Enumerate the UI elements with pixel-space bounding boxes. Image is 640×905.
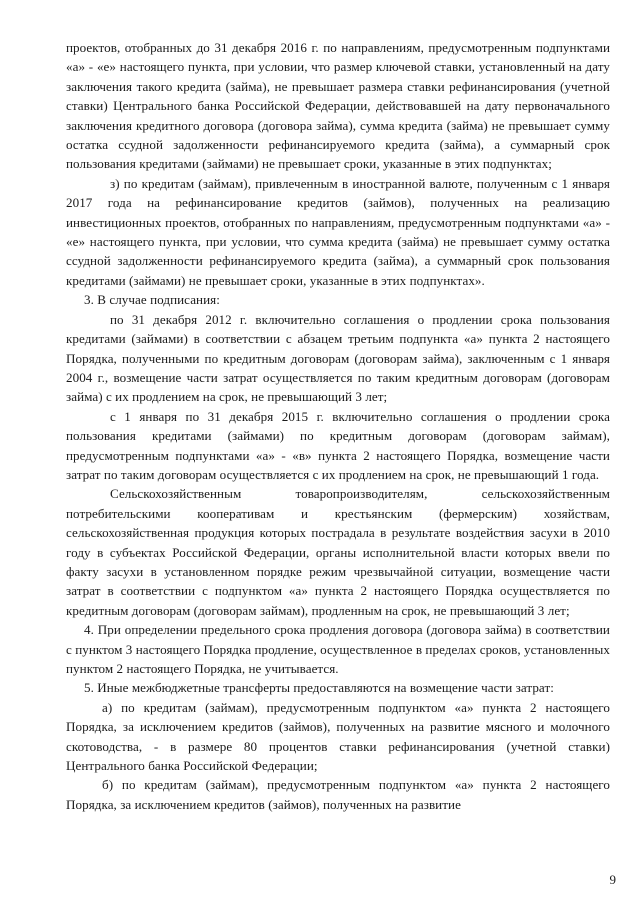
paragraph-subitem-b: б) по кредитам (займам), предусмотренным подпунктом «а» пункта 2 настоящего Порядка, за исключением кредитов (займов), полученных на развитие bbox=[66, 777, 610, 812]
paragraph-2015: с 1 января по 31 декабря 2015 г. включительно соглашения о продлении срока пользования кредитами (займами) по кредитным договорам (договорам займам), предусмотренным подпунктами «а» - «в» пункта 2 настоящего Порядка, возмещение части затрат по таким договорам осуществляется с их продлением на срок, не превышающий 1 года. bbox=[66, 408, 610, 482]
paragraph-section-4: 4. При определении предельного срока продления договора (договора займа) в соответствии с пунктом 3 настоящего Порядка продление, осуществленное в пределах сроков, установленных пунктом 2 настоящего Порядка, не учитывается. bbox=[66, 622, 610, 676]
paragraph-section-5: 5. Иные межбюджетные трансферты предоставляются на возмещение части затрат: bbox=[84, 680, 554, 696]
paragraph-until-2012: по 31 декабря 2012 г. включительно соглашения о продлении срока пользования кредитами (займами) в соответствии с абзацем третьим подпункта «а» пункта 2 настоящего Порядка, полученными по кредитным договорам (договорам займа), заключенным с 1 января 2004 г., возмещение части затрат осуществляется по таким кредитным договорам (договорам займа) с их продлением на срок, не превышающий 3 лет; bbox=[66, 311, 610, 405]
paragraph-drought-2010: Сельскохозяйственным товаропроизводителям, сельскохозяйственным потребительскими кооперативам и крестьянским (фермерским) хозяйствам, сельскохозяйственная продукция которых пострадала в результате воздействия засухи в 2010 году в субъектах Российской Федерации, органы исполнительной власти которых ввели по факту засухи в установленном порядке режим чрезвычайной ситуации, возмещение части затрат в соответствии с подпунктом «а» пункта 2 настоящего Порядка осуществляется по кредитным договорам (договорам займам), продленным на срок, не превышающий 3 лет; bbox=[66, 486, 610, 618]
paragraph-subitem-a: а) по кредитам (займам), предусмотренным подпунктом «а» пункта 2 настоящего Порядка, за исключением кредитов (займов), полученных на развитие мясного и молочного скотоводства, - в размере 80 процентов ставки рефинансирования (учетной ставки) Центрального банка Российской Федерации; bbox=[66, 699, 610, 774]
paragraph-section-3: 3. В случае подписания: bbox=[84, 292, 220, 308]
paragraph-continuation: проектов, отобранных до 31 декабря 2016 г. по направлениям, предусмотренным подпунктами «а» - «е» настоящего пункта, при условии, что размер ключевой ставки, установленный на дату заключения такого кредита (займа), не превышает размера ставки рефинансирования (учетной ставки) Центрального банка Российской Федерации, действовавшей на дату первоначального заключения кредитного договора (договора займа), сумма кредита (займа) не превышает сумму остатка ссудной задолженности рефинансируемого кредита (займа), а суммарный срок пользования кредитами (займами) не превышает сроки, указанные в этих подпунктах; bbox=[66, 40, 610, 172]
page-number: 9 bbox=[609, 872, 616, 887]
paragraph-subitem-z: з) по кредитам (займам), привлеченным в иностранной валюте, полученным с 1 января 2017 года на рефинансирование кредитов (займов), полученных на реализацию инвестиционных проектов, отобранных по направлениям, предусмотренным подпунктами «а» - «е» настоящего пункта, при условии, что сумма кредита (займа) не превышает сумму остатка ссудной задолженности рефинансируемого кредита (займа), а суммарный срок пользования кредитами (займами) не превышает сроки, указанные в этих подпунктах». bbox=[66, 175, 610, 288]
document-page bbox=[66, 38, 610, 814]
